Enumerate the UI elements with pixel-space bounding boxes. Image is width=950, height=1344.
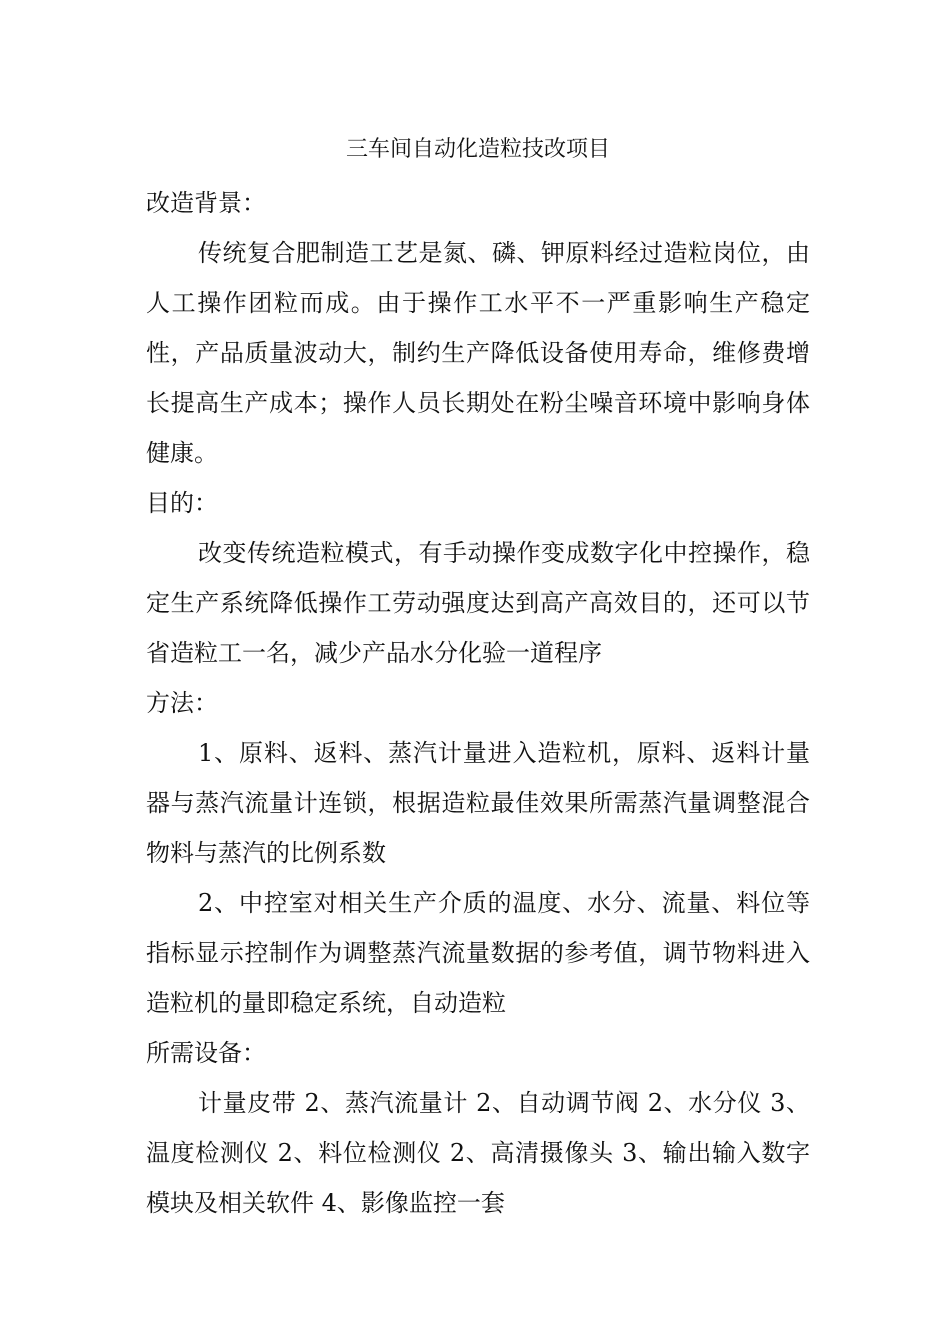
equipment-paragraph: 计量皮带 2、蒸汽流量计 2、自动调节阀 2、水分仪 3、温度检测仪 2、料位检测仪 2、高清摄像头 3、输出输入数字模块及相关软件 4、影像监控一套	[146, 1089, 810, 1217]
section-heading-purpose: 目的：	[146, 489, 218, 517]
section-heading-background: 改造背景：	[146, 189, 266, 217]
document-body	[146, 128, 810, 1228]
method-item-1: 1、原料、返料、蒸汽计量进入造粒机，原料、返料计量器与蒸汽流量计连锁，根据造粒最佳效果所需蒸汽量调整混合物料与蒸汽的比例系数	[146, 739, 810, 867]
background-paragraph: 传统复合肥制造工艺是氮、磷、钾原料经过造粒岗位，由人工操作团粒而成。由于操作工水平不一严重影响生产稳定性，产品质量波动大，制约生产降低设备使用寿命，维修费增长提高生产成本；操作人员长期处在粉尘噪音环境中影响身体健康。	[146, 239, 810, 467]
method-item-2: 2、中控室对相关生产介质的温度、水分、流量、料位等指标显示控制作为调整蒸汽流量数据的参考值，调节物料进入造粒机的量即稳定系统，自动造粒	[146, 889, 810, 1017]
section-heading-equipment: 所需设备：	[146, 1039, 266, 1067]
section-heading-method: 方法：	[146, 689, 218, 717]
purpose-paragraph: 改变传统造粒模式，有手动操作变成数字化中控操作，稳定生产系统降低操作工劳动强度达到高产高效目的，还可以节省造粒工一名，减少产品水分化验一道程序	[146, 539, 810, 667]
page-title: 三车间自动化造粒技改项目	[345, 137, 610, 162]
